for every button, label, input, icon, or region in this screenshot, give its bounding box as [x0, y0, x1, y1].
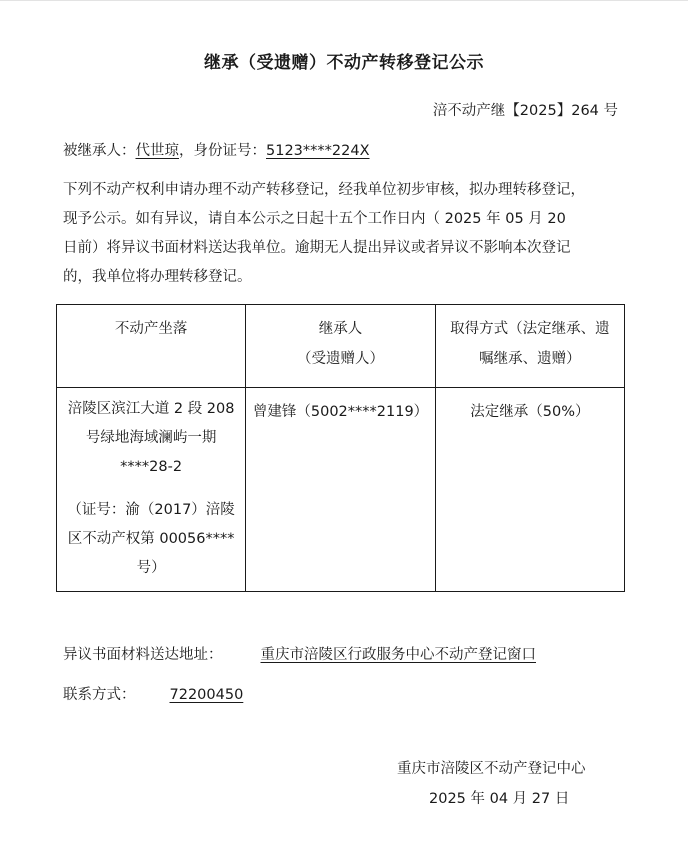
cell-method [435, 388, 624, 592]
header-acquisition-method [435, 305, 624, 388]
notice-line: 日前）将异议书面材料送达我单位。逾期无人提出异议或者异议不影响本次登记 [63, 240, 571, 256]
decedent-name: 代世琼 [135, 143, 179, 159]
signing-date: 2025 年 04 月 27 日 [429, 791, 570, 807]
location-line: 号绿地海域澜屿一期 [85, 430, 217, 446]
heir-value: 曾建锋（5002****2119） [252, 404, 429, 420]
location-line: ****28-2 [120, 459, 183, 475]
certificate-line: 号） [136, 560, 166, 576]
decedent-label: 被继承人： [63, 143, 136, 159]
objection-label: 异议书面材料送达地址： [63, 647, 223, 663]
document-number: 涪不动产继【2025】264 号 [432, 103, 618, 119]
contact-line [63, 683, 243, 704]
method-value: 法定继承（50%） [470, 404, 590, 420]
header-heir [246, 305, 436, 388]
spacer [57, 482, 245, 496]
header-heir-label: 继承人 [318, 321, 363, 337]
cell-location [57, 388, 246, 592]
certificate-line: 区不动产权第 00056**** [67, 531, 235, 547]
location-line: 涪陵区滨江大道 2 段 208 [67, 401, 235, 417]
decedent-id-label: ，身份证号： [179, 143, 266, 159]
table-row [57, 388, 625, 592]
top-rule [0, 0, 688, 1]
header-heir-sublabel: （受遗赠人） [297, 351, 385, 367]
decedent-id-number: 5123****224X [266, 143, 370, 159]
contact-phone: 72200450 [169, 687, 244, 703]
header-location-label: 不动产坐落 [114, 321, 188, 337]
header-method-line: 取得方式（法定继承、遗 [450, 321, 610, 337]
header-location [57, 305, 246, 388]
table-header-row [57, 305, 625, 388]
decedent-line [63, 139, 370, 160]
notice-line: 下列不动产权利申请办理不动产转移登记，经我单位初步审核，拟办理转移登记， [63, 182, 585, 198]
notice-line: 现予公示。如有异议，请自本公示之日起十五个工作日内（ 2025 年 05 月 20 [63, 211, 566, 227]
notice-line: 的，我单位将办理转移登记。 [63, 269, 252, 285]
certificate-line: （证号：渝（2017）涪陵 [67, 502, 235, 518]
page-title: 继承（受遗赠）不动产转移登记公示 [204, 53, 484, 73]
contact-label: 联系方式： [63, 687, 136, 703]
property-table [56, 304, 625, 592]
notice-body [63, 176, 625, 292]
objection-address-line [63, 643, 536, 664]
objection-address: 重庆市涪陵区行政服务中心不动产登记窗口 [260, 647, 536, 663]
cell-heir [246, 388, 436, 592]
signing-organization: 重庆市涪陵区不动产登记中心 [397, 761, 586, 777]
header-method-line: 嘱继承、遗赠） [479, 351, 581, 367]
